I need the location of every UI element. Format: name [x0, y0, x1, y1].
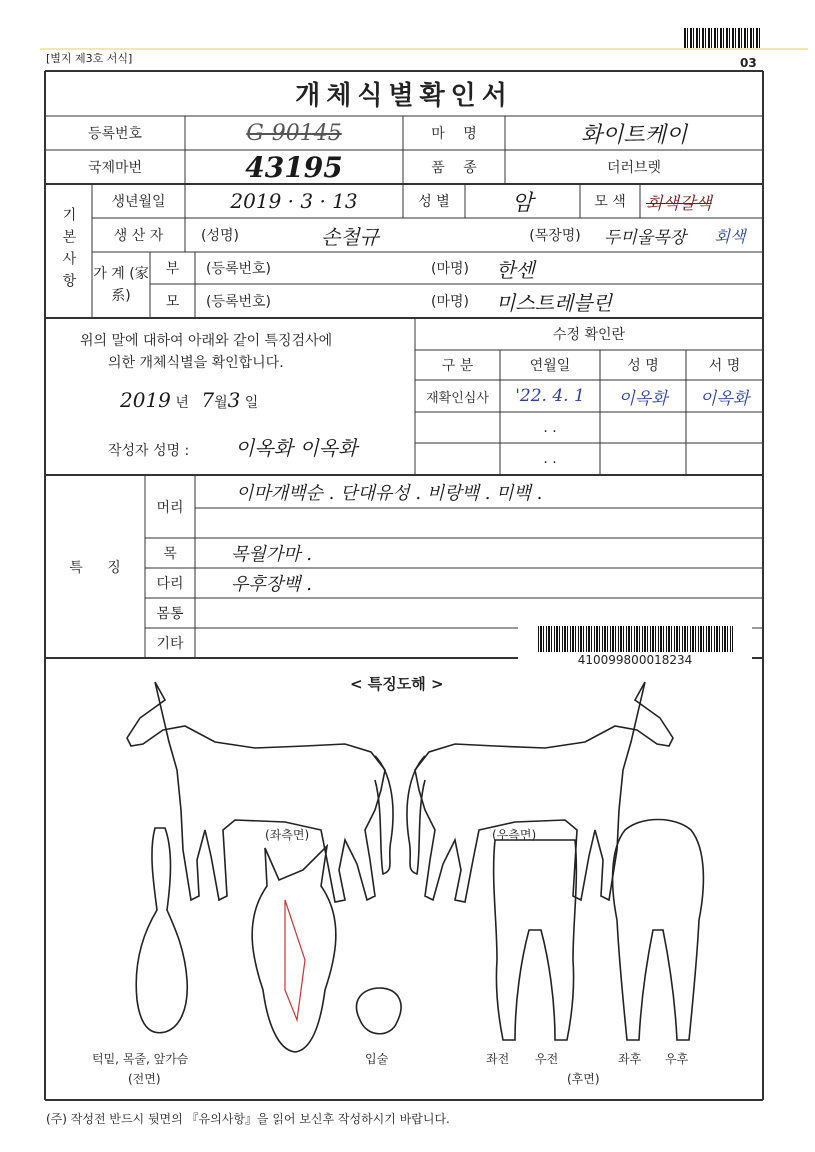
farm-value: 두미울목장 [603, 227, 687, 248]
sire-name-label: (마명) [431, 261, 469, 277]
dam-label: 모 [165, 294, 180, 310]
confirm-date [120, 388, 258, 412]
other-label: 기타 [156, 636, 184, 652]
color-value-corrected: 회색 [714, 226, 746, 246]
basic-section-label: 기본사항 [60, 207, 77, 295]
neck-label: 목 [163, 546, 177, 562]
left-hind-caption: 좌후 [618, 1052, 642, 1066]
front-legs-view [494, 840, 577, 1040]
confirm-month: 7 [201, 388, 215, 412]
sire-label: 부 [165, 261, 180, 277]
farm-label: (목장명) [529, 228, 581, 244]
dam-reg-label: (등록번호) [206, 294, 272, 310]
head-value: 이마개백순 . 단대유성 . 비랑백 . 미백 . [236, 482, 543, 504]
legs-label: 다리 [156, 576, 184, 592]
sire-name-value: 한센 [496, 257, 535, 282]
revision-row3-date: . . [543, 451, 557, 467]
reg-number-label: 등록번호 [87, 126, 143, 142]
revision-row1-type: 재확인심사 [426, 390, 489, 406]
front-neck-view [136, 828, 187, 1033]
color-label: 모 색 [594, 194, 626, 210]
right-hind-caption: 우후 [665, 1052, 689, 1066]
legs-value: 우후장백 . [231, 574, 312, 595]
head-label: 머리 [156, 499, 184, 516]
sex-value: 암 [511, 190, 534, 216]
right-side-caption: (우측면) [492, 828, 537, 842]
confirm-statement-2: 의한 개체식별을 확인합니다. [108, 355, 284, 371]
head-front-view [252, 846, 336, 1052]
intl-number-value: 43195 [245, 150, 343, 184]
revision-row2-date: . . [543, 419, 557, 436]
left-side-caption: (좌측면) [265, 828, 310, 842]
revision-title: 수정 확인란 [552, 327, 626, 343]
producer-name-value: 손철규 [321, 224, 379, 249]
lineage-label: 가 계 (家系) [93, 266, 149, 304]
lips-view [357, 988, 401, 1034]
birth-label: 생년월일 [111, 194, 166, 210]
day-unit: 일 [244, 395, 259, 411]
reg-number-value: G-90145 [246, 120, 342, 146]
features-section-label: 특 징 [69, 559, 121, 576]
breed-label: 품 종 [431, 160, 477, 176]
horse-name-value: 화이트케이 [580, 122, 688, 148]
revision-row1-name: 이옥화 [618, 388, 668, 409]
confirm-statement-1: 위의 말에 대하여 아래와 같이 특징검사에 [80, 333, 333, 349]
rear-label: (후면) [567, 1072, 600, 1086]
sex-label: 성 별 [418, 194, 450, 210]
right-front-caption: 우전 [535, 1052, 559, 1066]
confirm-day: 3 [227, 388, 241, 412]
right-side-horse [407, 682, 673, 902]
page-code: 03 [740, 56, 757, 70]
month-unit: 월 [214, 395, 228, 411]
birth-value: 2019 · 3 · 13 [230, 189, 358, 213]
body-label: 몸통 [156, 606, 184, 622]
hind-legs-view [613, 820, 704, 1041]
front-caption: 턱밑, 목줄, 앞가슴 [92, 1052, 189, 1066]
document-title: 개체식별확인서 [295, 81, 513, 111]
revision-header-date: 연월일 [529, 358, 571, 374]
intl-number-label: 국제마번 [87, 160, 143, 176]
diagram-title: < 특징도해 > [350, 675, 444, 693]
left-front-caption: 좌전 [486, 1052, 510, 1066]
revision-row1-date: '22. 4. 1 [515, 386, 585, 406]
year-unit: 년 [175, 395, 189, 411]
neck-value: 목월가마 . [231, 544, 312, 565]
barcode-number: 410099800018234 [577, 653, 693, 667]
front-label: (전면) [128, 1072, 161, 1086]
producer-name-label: (성명) [201, 228, 239, 244]
producer-label: 생 산 자 [113, 228, 164, 244]
dam-name-value: 미스트레블린 [496, 290, 612, 315]
horse-sketches [45, 660, 763, 1100]
left-side-horse [127, 682, 393, 902]
confirm-year: 2019 [120, 388, 171, 412]
form-label: [별지 제3호 서식] [46, 52, 133, 65]
revision-header-type: 구 분 [441, 358, 474, 374]
sire-reg-label: (등록번호) [206, 261, 272, 277]
footer-note: (주) 작성전 반드시 뒷면의 『유의사항』을 읽어 보신후 작성하시기 바랍니다. [46, 1112, 450, 1126]
revision-header-sign: 서 명 [708, 358, 741, 374]
writer-signature: 이옥화 이옥화 [235, 436, 358, 460]
revision-header-name: 성 명 [627, 358, 659, 374]
barcode-bars [538, 626, 733, 652]
breed-value: 더러브렛 [606, 160, 662, 176]
revision-row1-sign: 이옥화 [699, 388, 750, 409]
lips-caption: 입술 [365, 1052, 389, 1066]
writer-label: 작성자 성명 : [108, 443, 190, 459]
horse-name-label: 마 명 [431, 126, 477, 142]
color-value-struck: 회색갈색 [646, 193, 712, 214]
dam-name-label: (마명) [431, 294, 469, 310]
